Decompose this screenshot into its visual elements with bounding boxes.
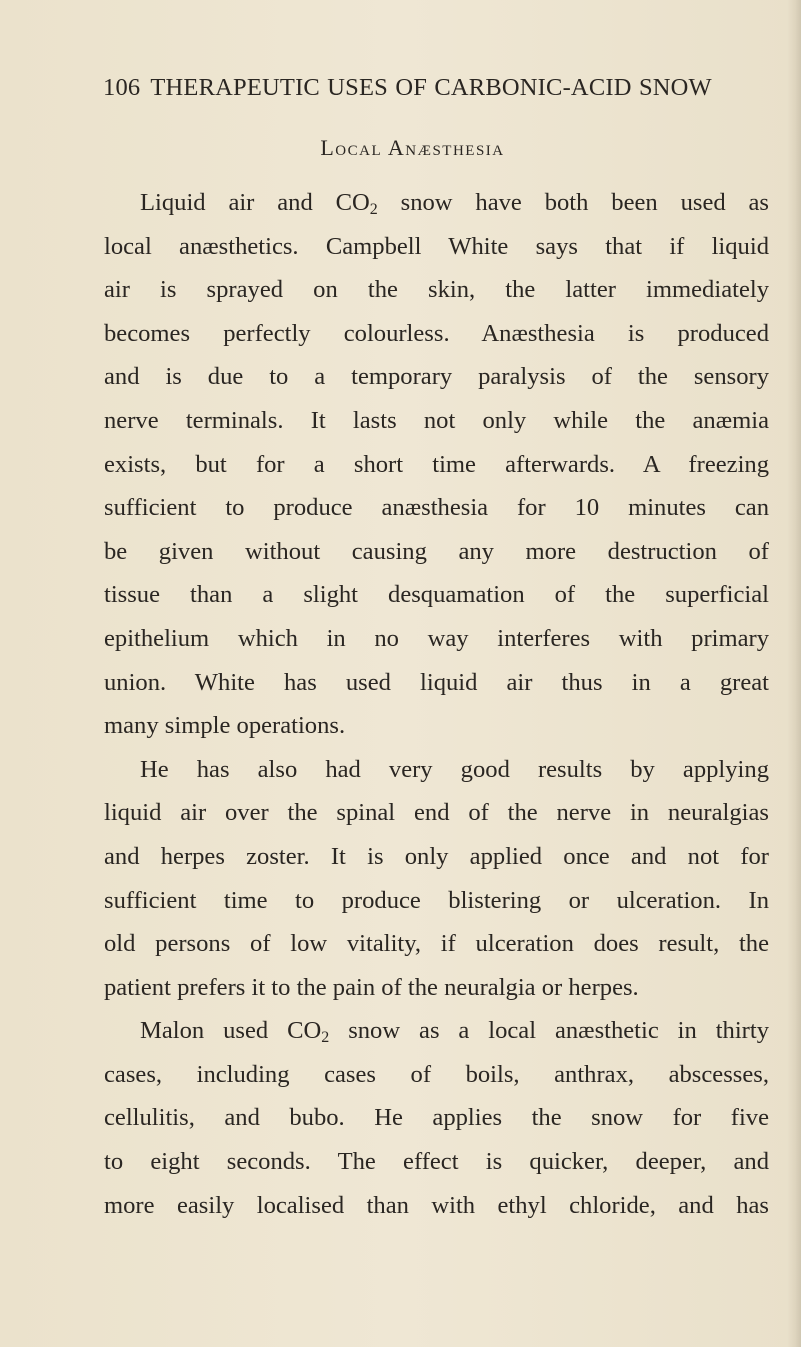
text-line: patient prefers it to the pain of the neuralgia or herpes. bbox=[104, 973, 639, 1001]
text-line: to eight seconds. The effect is quicker, deeper, and bbox=[104, 1148, 769, 1176]
body-text bbox=[104, 181, 769, 1227]
text-line: and is due to a temporary paralysis of the sensory bbox=[104, 363, 769, 391]
text-line: and herpes zoster. It is only applied once and not for bbox=[104, 842, 769, 870]
running-head bbox=[103, 74, 773, 102]
text-line: liquid air over the spinal end of the nerve in neuralgias bbox=[104, 799, 769, 827]
page-edge-shadow bbox=[787, 0, 801, 1347]
text-line: air is sprayed on the skin, the latter immediately bbox=[104, 276, 769, 304]
page-number: 106 bbox=[103, 74, 141, 101]
text-line: more easily localised than with ethyl chloride, and has bbox=[104, 1191, 769, 1219]
text-line: sufficient to produce anæsthesia for 10 minutes can bbox=[104, 494, 769, 522]
text-line: becomes perfectly colourless. Anæsthesia is produced bbox=[104, 319, 769, 347]
text-line: He has also had very good results by applying bbox=[140, 755, 769, 783]
text-line: Liquid air and $CO_2$ snow have both been used as bbox=[140, 189, 769, 218]
text-line: sufficient time to produce blistering or ulceration. In bbox=[104, 886, 769, 914]
text-line: local anæsthetics. Campbell White says that if liquid bbox=[104, 232, 769, 260]
running-head-title: THERAPEUTIC USES OF CARBONIC-ACID SNOW bbox=[150, 74, 712, 101]
text-line: nerve terminals. It lasts not only while the anæmia bbox=[104, 406, 769, 434]
text-line: be given without causing any more destruction of bbox=[104, 537, 769, 565]
text-line: epithelium which in no way interferes with primary bbox=[104, 624, 769, 652]
text-line: tissue than a slight desquamation of the superficial bbox=[104, 581, 769, 609]
section-title: Local Anæsthesia bbox=[320, 135, 505, 160]
text-line: union. White has used liquid air thus in a great bbox=[104, 668, 769, 696]
text-line: Malon used $CO_2$ snow as a local anæsthetic in thirty bbox=[140, 1017, 769, 1047]
text-line: many simple operations. bbox=[104, 712, 346, 740]
text-line: old persons of low vitality, if ulceration does result, the bbox=[104, 930, 769, 958]
text-line: exists, but for a short time afterwards. A freezing bbox=[104, 450, 769, 478]
text-line: cellulitis, and bubo. He applies the snow for five bbox=[104, 1104, 769, 1132]
text-line: cases, including cases of boils, anthrax, abscesses, bbox=[104, 1060, 769, 1088]
